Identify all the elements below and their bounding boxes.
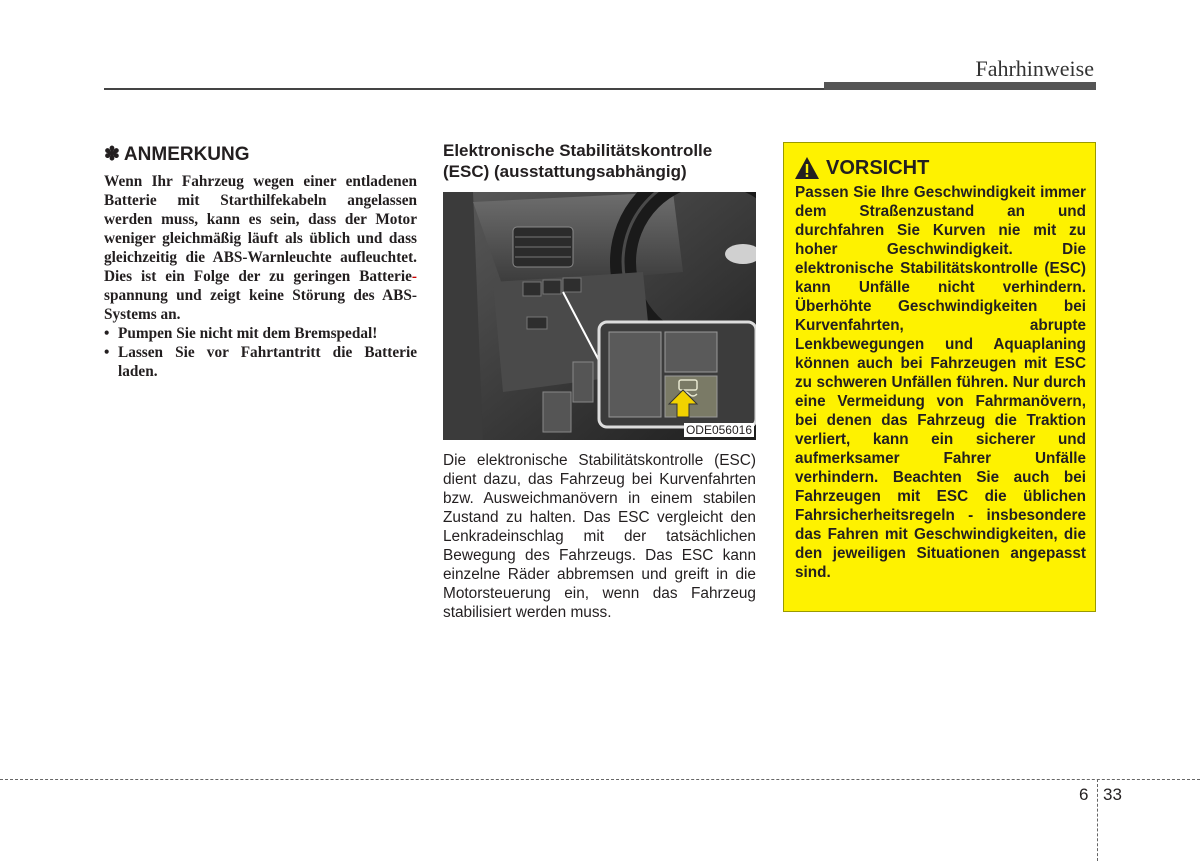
warning-triangle-icon [794, 156, 820, 180]
note-title-text: ANMERKUNG [123, 144, 250, 165]
esc-heading: Elektronische Stabilitätskontrolle (ESC) (ausstattungsabhängig) [443, 141, 713, 181]
chapter-number: 6 [1079, 785, 1089, 804]
footer-rule [0, 779, 1200, 780]
caution-box [783, 142, 1096, 612]
figure-code: ODE056016 [685, 423, 752, 437]
caution-text: Passen Sie Ihre Geschwindigkeit immer dem Straßenzustand an und durchfahren Sie Kurven nie mit zu hoher Geschwindigkeit. Die elektronische Stabilitätskontrolle (ESC) kann Unfälle nicht verhindern. Überhöhte Geschwindigkeiten bei Kurvenfahrten, abrupte Lenkbewegungen und Aquaplaning können auch bei Fahrzeugen mit ESC zu schweren Unfällen führen. Nur durch eine Vermeidung von Fahrmanövern, bei denen das Fahrzeug die Traktion verliert, kann ein sicherer und aufmerksamer Fahrer Unfälle verhindern. Beachten Sie auch bei Fahrzeugen mit ESC die üblichen Fahrsicherheitsregeln - insbesondere das Fahren mit Geschwindigkeiten, die den jeweiligen Situationen angepasst sind. [795, 184, 1086, 581]
esc-switch-figure [443, 192, 756, 440]
note-bullet-list [104, 324, 417, 381]
header-bar [824, 82, 1096, 90]
note-star-icon: ✽ [104, 144, 120, 165]
caution-header [794, 156, 929, 180]
section-title: Fahrhinweise [975, 56, 1094, 81]
esc-body: Die elektronische Stabilitätskontrolle (ESC) dient dazu, das Fahrzeug bei Kurvenfahrten bzw. Ausweichmanövern in einem stabilen Zustand zu halten. Das ESC vergleicht den Lenkradeinschlag mit der tatsächlichen Bewegung des Fahrzeugs. Das ESC kann einzelne Räder abbremsen und greift in die Motorsteuerung ein, wenn das Fahrzeug stabilisiert werden muss. [443, 452, 756, 621]
page-number: 33 [1103, 785, 1122, 804]
header-rule [104, 88, 824, 90]
note-title [104, 143, 417, 166]
note-body-main: Wenn Ihr Fahrzeug wegen einer entladenen Batterie mit Starthilfekabeln angelassen werden muss, kann es sein, dass der Motor weniger gleichmäßig läuft als üblich und dass gleichzeitig die ABS-Warnleuchte aufleuchtet. Dies ist ein Folge der zu geringen Batterie [104, 173, 417, 285]
note-section [104, 143, 417, 381]
note-body-tail: spannung und zeigt keine Störung des ABS-Systems an. [104, 287, 417, 323]
footer-divider [1097, 779, 1098, 861]
note-bullet-item: • Lassen Sie vor Fahrtantritt die Batterie laden. [104, 343, 417, 381]
dashboard-illustration [443, 192, 756, 440]
note-hyphen: - [411, 268, 417, 285]
note-bullet-item: • Pumpen Sie nicht mit dem Bremspedal! [104, 324, 417, 343]
caution-title: VORSICHT [826, 156, 930, 179]
esc-section [443, 140, 756, 622]
note-body [104, 172, 417, 324]
